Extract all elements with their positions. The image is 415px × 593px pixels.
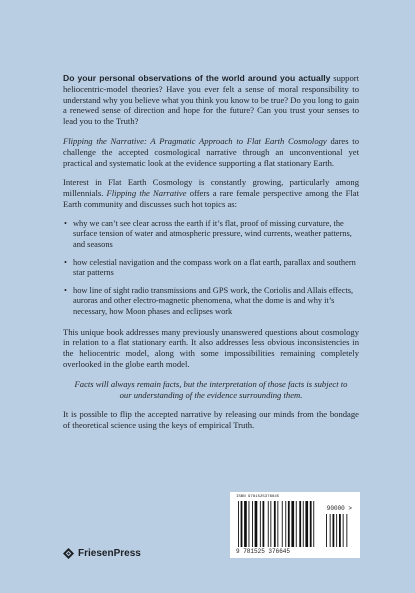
friesenpress-logo-icon	[63, 548, 74, 559]
interest-text-before: Interest in Flat Earth Cosmology is constantly growing, particularly among millennials.	[63, 177, 359, 199]
barcode-bar	[291, 501, 294, 547]
quote: Facts will always remain facts, but the interpretation of those facts is subject to our understanding of the evidence surrounding them.	[74, 378, 348, 400]
book-title: Flipping the Narrative: A Pragmatic Approach to Flat Earth Cosmology	[63, 135, 327, 146]
list-item-text: how line of sight radio transmissions and GPS work, the Coriolis and Allais effects, auroras and other electro-magnetic phenomena, what the dome is and why it’s necessary, how Moon phases and eclipses work	[73, 285, 354, 316]
back-cover-text	[63, 73, 359, 440]
barcode-addon-bar	[346, 514, 347, 547]
barcode-bar	[285, 501, 286, 547]
topic-list	[63, 219, 359, 318]
barcode-digits: 9 781525 376645	[236, 548, 291, 555]
barcode-bar	[270, 501, 271, 547]
interest-text-after: offers a rare female perspective among the Flat Earth community and discusses such hot topics as:	[63, 188, 359, 209]
barcode-isbn-label: ISBN 9781525376645	[236, 495, 280, 499]
barcode-bar	[268, 501, 269, 547]
barcode-bar	[277, 501, 278, 547]
barcode-addon-bar	[326, 514, 327, 547]
barcode-bar	[310, 501, 312, 547]
barcode	[230, 492, 360, 558]
interest-paragraph	[63, 177, 359, 209]
barcode-bar	[282, 501, 283, 547]
lead-bold-text: Do your personal observations of the world around you actually	[63, 73, 331, 83]
lead-rest-text: support heliocentric-model theories? Have you ever felt a sense of moral responsibility to understand why you believe what you think you know to be true? Do you long to gain a renewed sense of direction and hope for the future? Can you trust your senses to lead you to the Truth?	[63, 73, 359, 127]
barcode-addon-bar	[343, 514, 344, 547]
bullet-icon: •	[64, 285, 67, 295]
barcode-bar	[249, 501, 250, 547]
list-item	[63, 258, 359, 279]
barcode-bar	[274, 501, 276, 547]
barcode-addon-bar	[339, 514, 341, 547]
barcode-addon-bar	[333, 514, 335, 547]
barcode-bar	[241, 501, 243, 547]
list-item-text: why we can’t see clear across the earth if it’s flat, proof of missing curvature, the surface tension of water and atmospheric pressure, wind currents, weather patterns, and seasons	[73, 218, 352, 249]
publisher-brand	[63, 548, 141, 559]
barcode-bar	[303, 501, 304, 547]
bullet-icon: •	[64, 218, 67, 228]
publisher-name: FriesenPress	[78, 548, 141, 559]
barcode-price-code: 90000 >	[326, 505, 352, 512]
intro-text: dares to challenge the accepted cosmological narrative through an unconventional yet practical and systematic look at the evidence supporting a flat stationary Earth.	[63, 135, 359, 168]
barcode-bar	[288, 501, 290, 547]
list-item	[63, 219, 359, 251]
book-short-title: Flipping the Narrative	[106, 188, 187, 199]
barcode-bar	[305, 501, 308, 547]
barcode-bar	[238, 501, 239, 547]
list-item	[63, 286, 359, 318]
barcode-addon-bar	[336, 514, 337, 547]
bullet-icon: •	[64, 257, 67, 267]
list-item-text: how celestial navigation and the compass work on a flat earth, parallax and southern star patterns	[73, 257, 356, 278]
barcode-bar	[313, 501, 314, 547]
unique-book-paragraph: This unique book addresses many previously unanswered questions about cosmology in relation to a flat stationary earth. It also addresses less obvious inconsistencies in the heliocentric model, along with some impossibilities remaining completely overlooked in the globe earth model.	[63, 326, 359, 369]
barcode-bar	[260, 501, 261, 547]
lead-paragraph	[63, 73, 359, 127]
barcode-bar	[296, 501, 297, 547]
closing-paragraph: It is possible to flip the accepted narrative by releasing our minds from the bondage of theoretical science using the keys of empirical Truth.	[63, 409, 359, 431]
barcode-bar	[252, 501, 253, 547]
intro-paragraph	[63, 136, 359, 168]
barcode-bar	[244, 501, 247, 547]
barcode-bar	[263, 501, 265, 547]
barcode-addon-bar	[330, 514, 331, 547]
barcode-bar	[255, 501, 258, 547]
barcode-bar	[299, 501, 301, 547]
